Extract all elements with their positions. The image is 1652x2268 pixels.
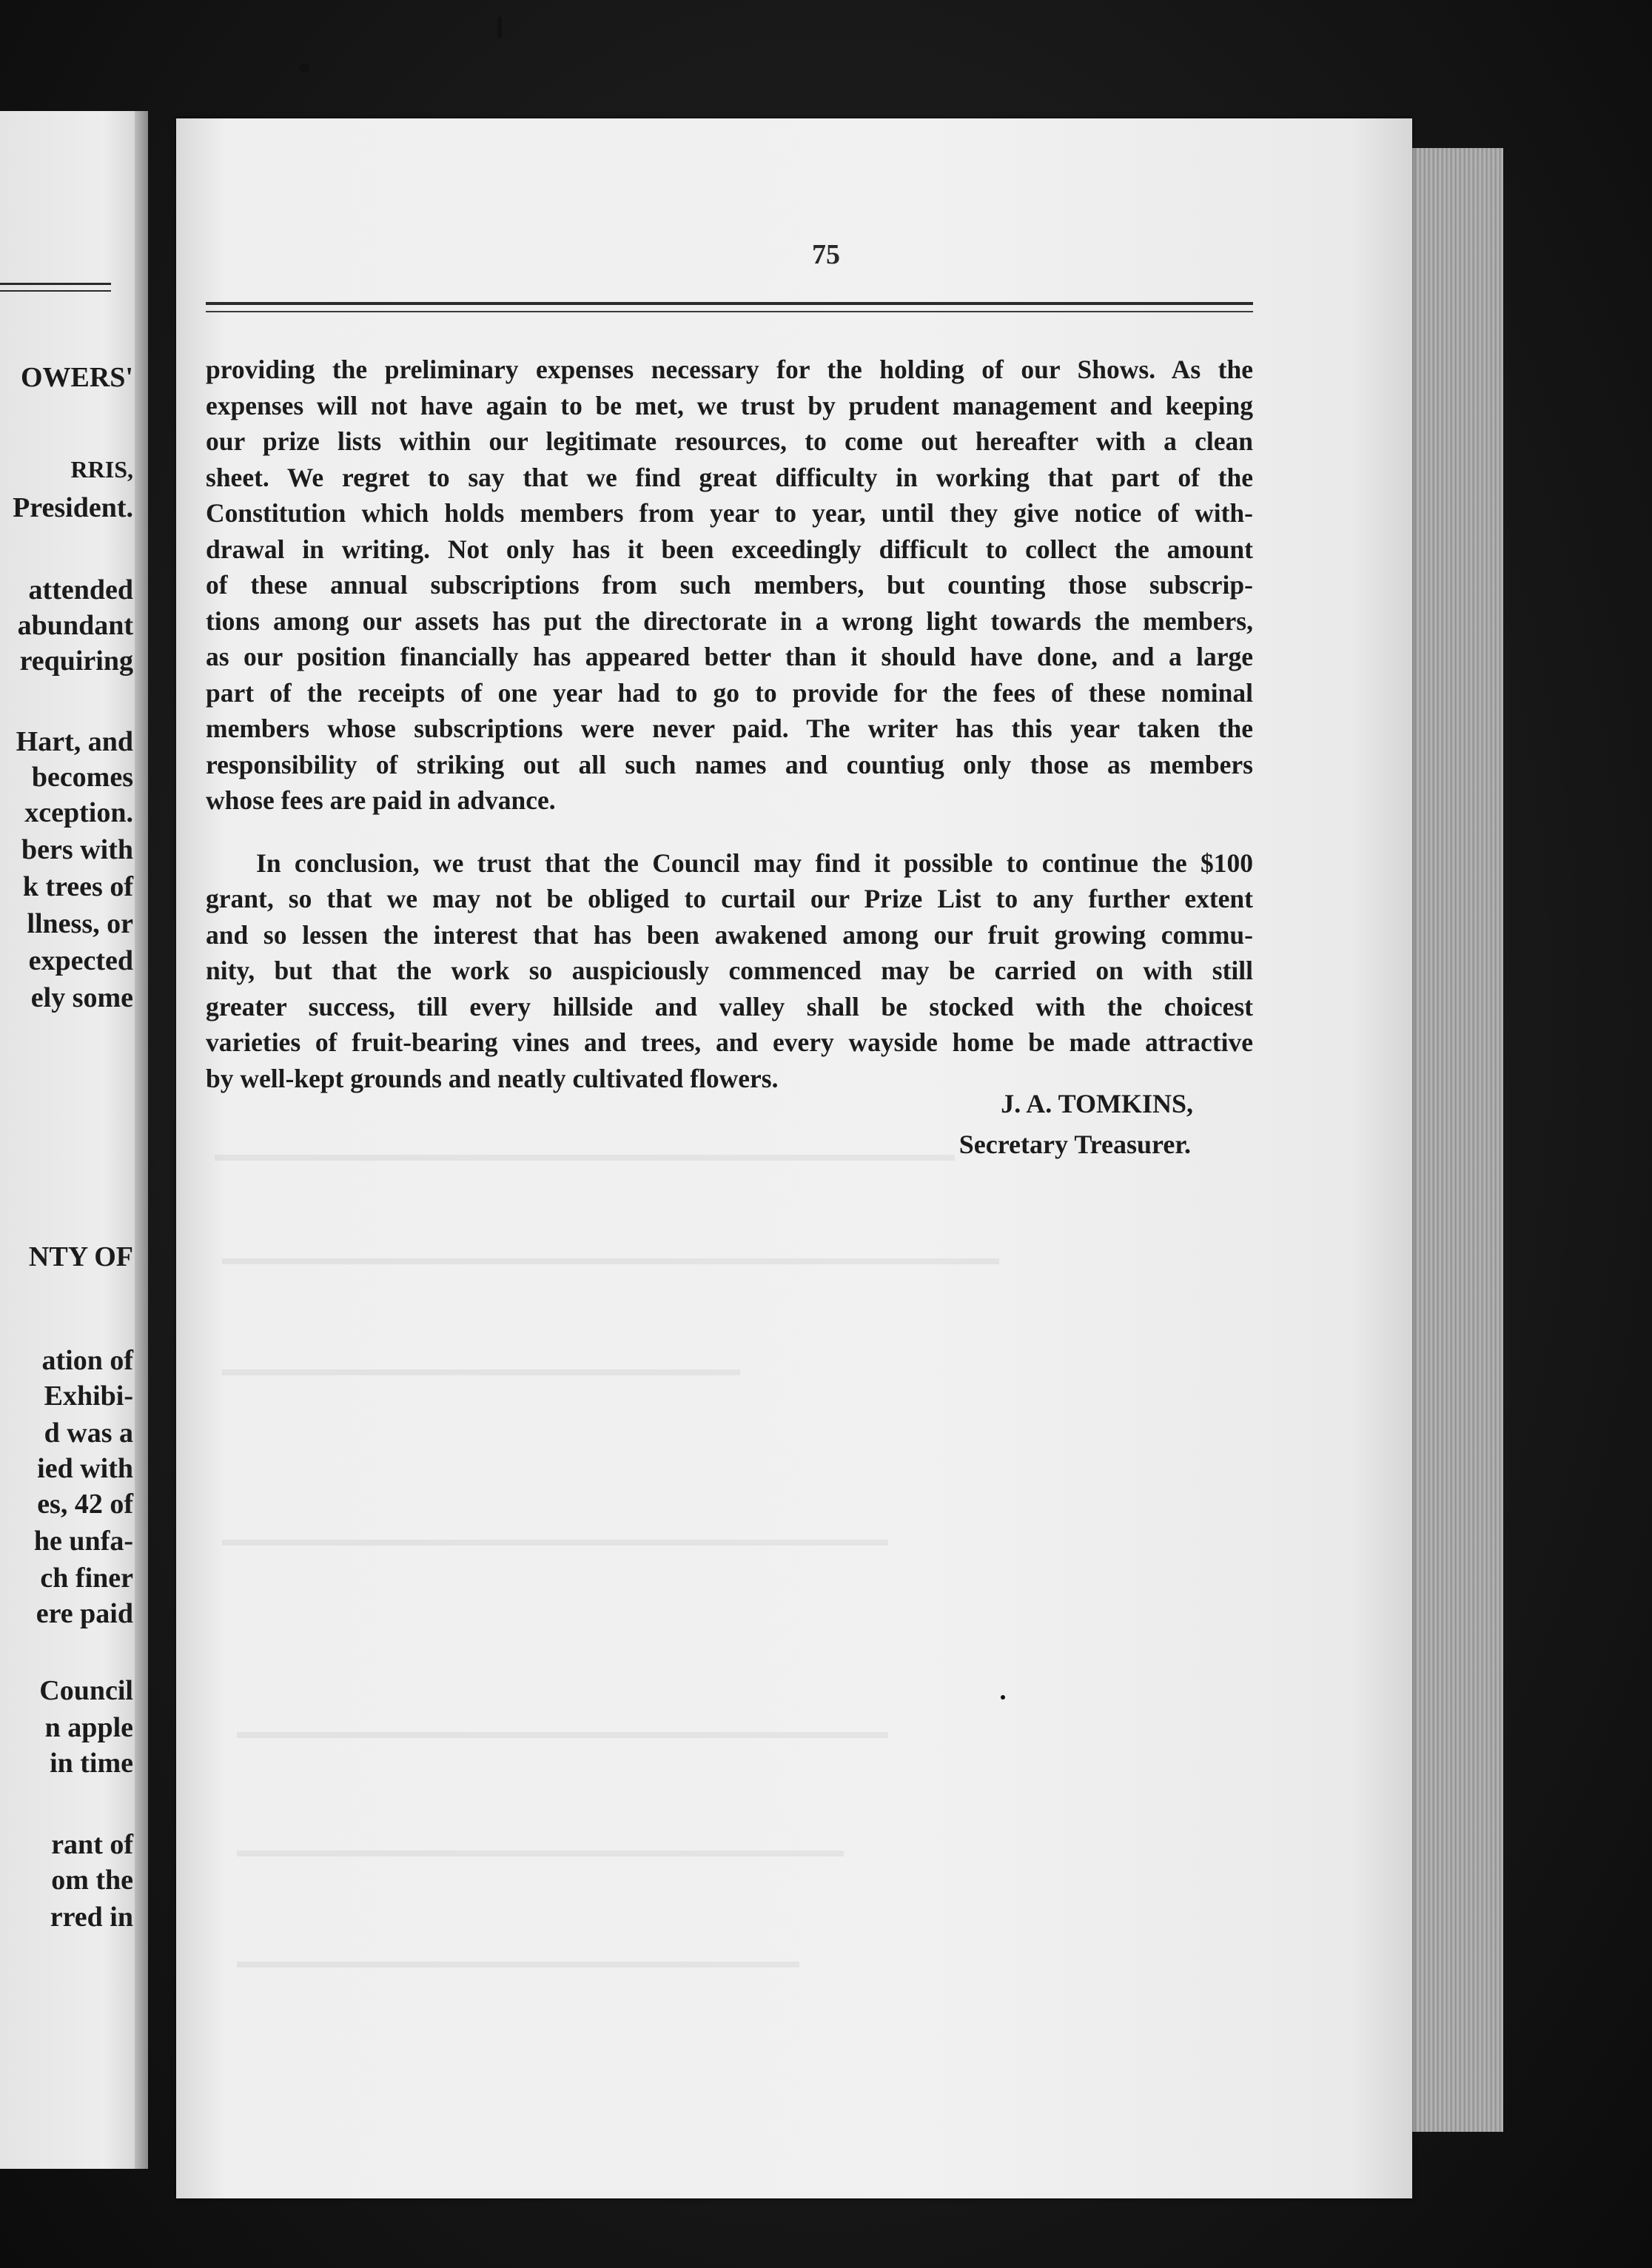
left-page-fragment: becomes [31,762,133,793]
text-line: members whose subscriptions were never paid. The writer has this year taken the [206,714,1253,743]
text-line: providing the preliminary expenses necessary for the holding of our Shows. As the [206,355,1253,384]
text-line: of these annual subscriptions from such members, but counting those subscrip- [206,570,1253,600]
left-page-fragment: Council [39,1675,133,1706]
left-page-fragment: d was a [44,1418,133,1449]
text-line: varieties of fruit-bearing vines and trees, and every wayside home be made attractive [206,1027,1253,1057]
left-page-fragment: n apple [44,1712,133,1743]
page-number: 75 [812,239,840,270]
left-page-fragment: requiring [19,645,133,677]
show-through-texture [237,1851,844,1856]
text-line: Constitution which holds members from year to year, until they give notice of with- [206,498,1253,528]
text-line: part of the receipts of one year had to go to provide for the fees of these nominal [206,677,1253,708]
text-line: and so lessen the interest that has been awakened among our fruit growing commu- [206,919,1253,950]
left-page-fragment: xception. [24,797,133,828]
text-line: grant, so that we may not be obliged to curtail our Prize List to any further extent [206,884,1253,913]
left-page-fragment: k trees of [22,871,133,902]
left-page-fragment: om the [51,1865,133,1896]
text-line: nity, but that the work so auspiciously commenced may be carried on with still [206,956,1253,985]
dust-speck [1001,1695,1005,1700]
left-page-fragment: ch finer [40,1563,133,1594]
left-page-rule [0,290,111,292]
left-page-fragment: President. [13,492,133,523]
left-page-fragment: ation of [41,1345,133,1376]
show-through-texture [215,1155,955,1161]
text-line: as our position financially has appeared better than it should have done, and a large [206,642,1253,671]
text-line: drawal in writing. Not only has it been exceedingly difficult to collect the amount [206,534,1253,564]
left-page-rule [0,283,111,285]
left-page-fragment: es, 42 of [37,1489,133,1520]
signature-name: J. A. TOMKINS, [1001,1089,1193,1118]
left-page-fragment: abundant [17,610,133,641]
left-page-fragment: attended [28,574,133,605]
dust-speck [299,64,309,73]
left-page-fragment: NTY OF [28,1241,133,1272]
book-gutter [135,111,148,2169]
paragraph-gap [206,819,1253,845]
show-through-texture [237,1962,799,1967]
text-line: sheet. We regret to say that we find great difficulty in working that part of the [206,462,1253,492]
left-page-fragment: Exhibi- [44,1380,133,1412]
left-page-fragment: expected [28,945,133,976]
text-line: our prize lists within our legitimate resources, to come out hereafter with a clean [206,426,1253,456]
left-page-fragment: he unfa- [33,1526,133,1557]
left-facing-page [0,111,148,2169]
body-text [206,352,1253,1096]
left-page-fragment: in time [50,1748,133,1779]
show-through-texture [222,1258,999,1264]
left-page-fragment: ely some [30,982,133,1013]
show-through-texture [222,1540,888,1546]
left-page-fragment: rant of [51,1829,133,1860]
left-page-fragment: Hart, and [16,726,133,757]
header-rule [206,302,1253,312]
text-line: expenses will not have again to be met, we trust by prudent management and keeping [206,390,1253,420]
left-page-fragment: ied with [37,1453,133,1484]
text-line: tions among our assets has put the directorate in a wrong light towards the members, [206,605,1253,636]
left-page-fragment: ere paid [36,1598,133,1629]
left-page-fragment: llness, or [27,908,133,939]
show-through-texture [237,1732,888,1738]
text-line: responsibility of striking out all such names and countiug only those as members [206,749,1253,779]
text-line: by well-kept grounds and neatly cultivated flowers. [206,1063,779,1093]
left-page-fragment: OWERS' [20,362,133,393]
left-page-fragment: bers with [21,834,133,865]
page-edge-stack [1405,148,1503,2132]
dust-speck [497,16,502,38]
left-page-fragment: RRIS, [70,456,133,483]
left-page-fragment: rred in [50,1902,133,1933]
text-line: whose fees are paid in advance. [206,785,556,815]
signature-title: Secretary Treasurer. [958,1130,1191,1159]
show-through-texture [222,1369,740,1375]
text-line: In conclusion, we trust that the Council may find it possible to continue the $100 [256,848,1253,878]
text-line: greater success, till every hillside and valley shall be stocked with the choicest [206,991,1253,1021]
